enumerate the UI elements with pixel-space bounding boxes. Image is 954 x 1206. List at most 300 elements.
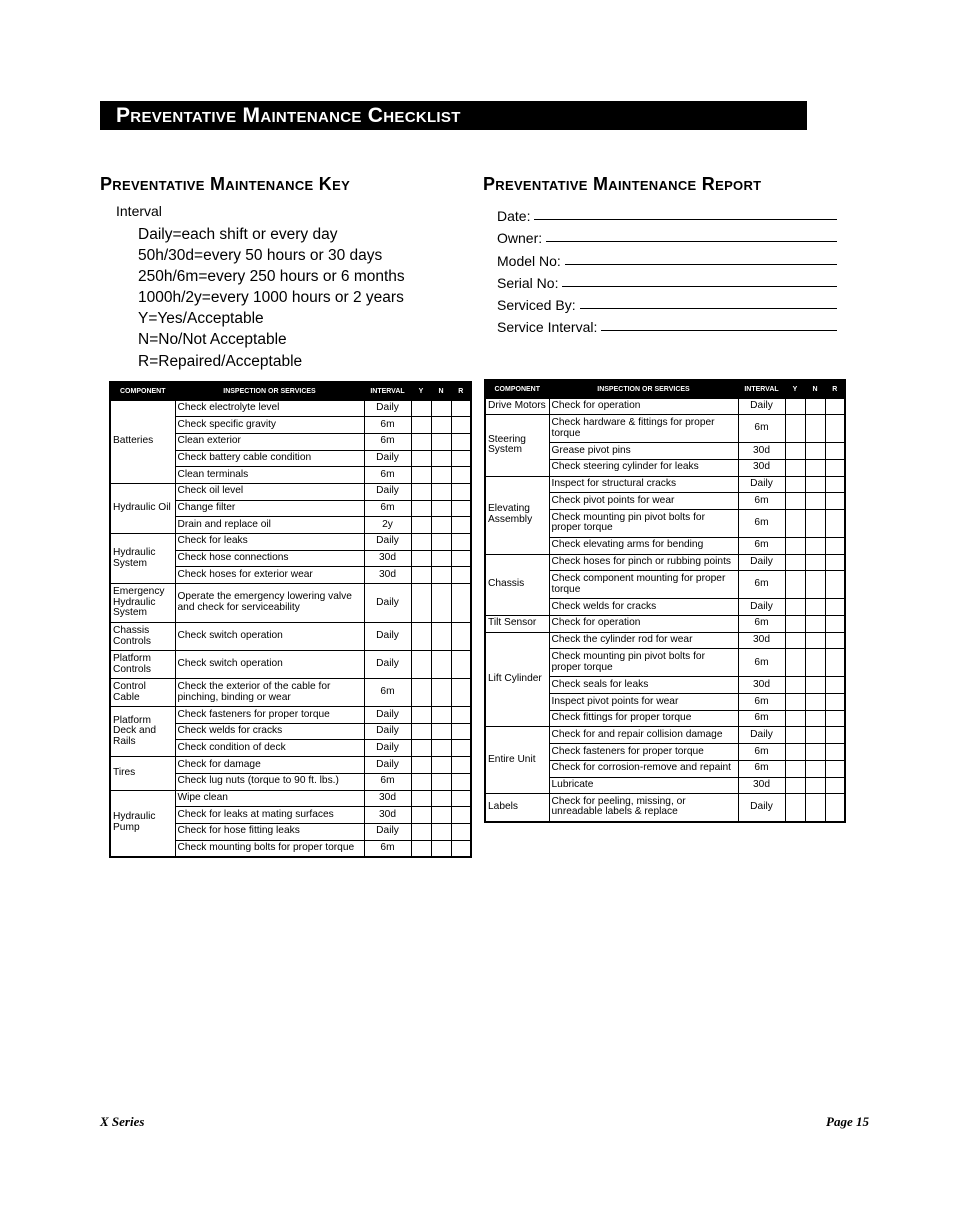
- component-cell: Emergency Hydraulic System: [110, 584, 175, 623]
- interval-cell: 6m: [364, 433, 411, 450]
- checkbox-n[interactable]: [431, 483, 451, 500]
- key-item: Daily=each shift or every day: [138, 226, 338, 243]
- inspection-cell: Check for leaks at mating surfaces: [175, 807, 364, 824]
- fill-line[interactable]: [534, 219, 837, 220]
- interval-cell: Daily: [364, 400, 411, 417]
- checkbox-r[interactable]: [825, 493, 845, 510]
- checkbox-y[interactable]: [785, 794, 805, 822]
- interval-cell: 30d: [738, 443, 785, 460]
- interval-cell: Daily: [738, 476, 785, 493]
- checkbox-n[interactable]: [431, 651, 451, 679]
- key-item: 250h/6m=every 250 hours or 6 months: [138, 268, 405, 286]
- checklist-table-left: [109, 381, 472, 858]
- inspection-cell: Check welds for cracks: [175, 723, 364, 740]
- inspection-cell: Check lug nuts (torque to 90 ft. lbs.): [175, 773, 364, 790]
- component-cell: Elevating Assembly: [485, 476, 549, 554]
- checkbox-n[interactable]: [805, 694, 825, 711]
- inspection-cell: Check for leaks: [175, 534, 364, 551]
- table-header-row: [110, 382, 471, 400]
- inspection-cell: Check welds for cracks: [549, 599, 738, 616]
- header-component: COMPONENT: [110, 382, 175, 400]
- checkbox-n[interactable]: [805, 415, 825, 443]
- key-item: N=No/Not Acceptable: [138, 331, 287, 349]
- interval-cell: 6m: [738, 649, 785, 677]
- component-cell: Hydraulic Oil: [110, 483, 175, 533]
- report-field-label: Model No:: [497, 252, 561, 269]
- component-cell: Lift Cylinder: [485, 632, 549, 727]
- inspection-cell: Change filter: [175, 500, 364, 517]
- checkbox-r[interactable]: [825, 509, 845, 537]
- checkbox-n[interactable]: [431, 417, 451, 434]
- table-row: [485, 415, 845, 443]
- inspection-cell: Operate the emergency lowering valve and check for serviceability: [175, 584, 364, 623]
- interval-cell: 6m: [738, 710, 785, 727]
- interval-label: Interval: [116, 203, 162, 219]
- checkbox-n[interactable]: [805, 649, 825, 677]
- checkbox-r[interactable]: [825, 443, 845, 460]
- header-component: COMPONENT: [485, 380, 549, 398]
- checkbox-y[interactable]: [411, 773, 431, 790]
- footer-series: X Series: [100, 1114, 145, 1129]
- checkbox-n[interactable]: [805, 616, 825, 633]
- checkbox-r[interactable]: [825, 649, 845, 677]
- checkbox-n[interactable]: [431, 679, 451, 707]
- checkbox-r[interactable]: [451, 534, 471, 551]
- inspection-cell: Check for peeling, missing, or unreadable labels & replace: [549, 794, 738, 822]
- checkbox-r[interactable]: [451, 740, 471, 757]
- checkbox-y[interactable]: [785, 415, 805, 443]
- checkbox-n[interactable]: [431, 584, 451, 623]
- inspection-cell: Check for damage: [175, 757, 364, 774]
- checkbox-r[interactable]: [825, 777, 845, 794]
- checkbox-y[interactable]: [411, 500, 431, 517]
- inspection-cell: Check component mounting for proper torque: [549, 571, 738, 599]
- checkbox-r[interactable]: [825, 632, 845, 649]
- inspection-cell: Check fasteners for proper torque: [175, 707, 364, 724]
- inspection-cell: Check condition of deck: [175, 740, 364, 757]
- table-row: [485, 476, 845, 493]
- checkbox-r[interactable]: [825, 694, 845, 711]
- interval-cell: 2y: [364, 517, 411, 534]
- checkbox-n[interactable]: [805, 677, 825, 694]
- interval-cell: Daily: [738, 794, 785, 822]
- checkbox-y[interactable]: [411, 623, 431, 651]
- table-body: [110, 400, 471, 857]
- key-list: [138, 224, 405, 372]
- table-row: [110, 651, 471, 679]
- checkbox-n[interactable]: [805, 760, 825, 777]
- interval-cell: Daily: [738, 554, 785, 571]
- checkbox-y[interactable]: [411, 584, 431, 623]
- checkbox-r[interactable]: [825, 459, 845, 476]
- checkbox-r[interactable]: [451, 450, 471, 467]
- inspection-cell: Check hardware & fittings for proper torque: [549, 415, 738, 443]
- checkbox-n[interactable]: [431, 433, 451, 450]
- checkbox-y[interactable]: [785, 744, 805, 761]
- checkbox-n[interactable]: [805, 744, 825, 761]
- header-interval: INTERVAL: [364, 382, 411, 400]
- checkbox-r[interactable]: [451, 823, 471, 840]
- checkbox-y[interactable]: [411, 550, 431, 567]
- checkbox-n[interactable]: [431, 757, 451, 774]
- checkbox-n[interactable]: [431, 450, 451, 467]
- checkbox-y[interactable]: [411, 707, 431, 724]
- interval-cell: 6m: [738, 571, 785, 599]
- component-cell: Tilt Sensor: [485, 616, 549, 633]
- inspection-cell: Check fittings for proper torque: [549, 710, 738, 727]
- checkbox-y[interactable]: [411, 483, 431, 500]
- interval-cell: Daily: [364, 757, 411, 774]
- interval-cell: 30d: [364, 790, 411, 807]
- checkbox-r[interactable]: [825, 599, 845, 616]
- checkbox-n[interactable]: [431, 567, 451, 584]
- header-n: N: [431, 382, 451, 400]
- checkbox-y[interactable]: [785, 509, 805, 537]
- header-inspection: INSPECTION OR SERVICES: [549, 380, 738, 398]
- checkbox-n[interactable]: [431, 550, 451, 567]
- key-heading: Preventative Maintenance Key: [100, 174, 351, 194]
- checkbox-r[interactable]: [451, 433, 471, 450]
- footer-page-number: Page 15: [826, 1114, 869, 1129]
- checkbox-n[interactable]: [431, 773, 451, 790]
- inspection-cell: Check seals for leaks: [549, 677, 738, 694]
- inspection-cell: Check the cylinder rod for wear: [549, 632, 738, 649]
- inspection-cell: Check hoses for pinch or rubbing points: [549, 554, 738, 571]
- checkbox-r[interactable]: [451, 467, 471, 484]
- report-field-label: Serviced By:: [497, 296, 576, 313]
- table-row: [485, 554, 845, 571]
- report-field-serviced-by[interactable]: [497, 291, 837, 313]
- inspection-cell: Drain and replace oil: [175, 517, 364, 534]
- checkbox-y[interactable]: [785, 571, 805, 599]
- checkbox-y[interactable]: [411, 467, 431, 484]
- table-row: [485, 727, 845, 744]
- table-header-row: [485, 380, 845, 398]
- inspection-cell: Check hose connections: [175, 550, 364, 567]
- inspection-cell: Wipe clean: [175, 790, 364, 807]
- checkbox-y[interactable]: [785, 599, 805, 616]
- checkbox-r[interactable]: [451, 623, 471, 651]
- checkbox-n[interactable]: [805, 443, 825, 460]
- inspection-cell: Clean terminals: [175, 467, 364, 484]
- checkbox-y[interactable]: [411, 723, 431, 740]
- checkbox-r[interactable]: [451, 757, 471, 774]
- checkbox-y[interactable]: [785, 537, 805, 554]
- report-heading: Preventative Maintenance Report: [483, 174, 762, 194]
- table-row: [485, 616, 845, 633]
- checkbox-n[interactable]: [431, 740, 451, 757]
- checkbox-r[interactable]: [451, 500, 471, 517]
- inspection-cell: Check fasteners for proper torque: [549, 744, 738, 761]
- checkbox-n[interactable]: [431, 707, 451, 724]
- checkbox-r[interactable]: [825, 476, 845, 493]
- inspection-cell: Check for operation: [549, 616, 738, 633]
- checkbox-y[interactable]: [411, 679, 431, 707]
- checkbox-r[interactable]: [825, 554, 845, 571]
- checkbox-n[interactable]: [805, 777, 825, 794]
- inspection-cell: Check for corrosion-remove and repaint: [549, 760, 738, 777]
- inspection-cell: Check electrolyte level: [175, 400, 364, 417]
- report-field-serial-no[interactable]: [497, 269, 837, 291]
- checkbox-n[interactable]: [431, 807, 451, 824]
- checkbox-n[interactable]: [431, 500, 451, 517]
- interval-cell: 30d: [364, 567, 411, 584]
- checkbox-n[interactable]: [431, 400, 451, 417]
- report-field-label: Date:: [497, 208, 531, 225]
- checkbox-n[interactable]: [431, 534, 451, 551]
- component-cell: Hydraulic System: [110, 534, 175, 584]
- interval-cell: 30d: [364, 550, 411, 567]
- inspection-cell: Check mounting bolts for proper torque: [175, 840, 364, 857]
- checkbox-y[interactable]: [411, 807, 431, 824]
- checkbox-y[interactable]: [785, 443, 805, 460]
- report-field-label: Serial No:: [497, 274, 559, 291]
- checkbox-r[interactable]: [825, 744, 845, 761]
- checkbox-r[interactable]: [825, 794, 845, 822]
- inspection-cell: Check for operation: [549, 398, 738, 415]
- header-r: R: [451, 382, 471, 400]
- inspection-cell: Check for hose fitting leaks: [175, 823, 364, 840]
- table-row: [110, 534, 471, 551]
- checkbox-y[interactable]: [785, 694, 805, 711]
- checkbox-r[interactable]: [825, 760, 845, 777]
- checkbox-n[interactable]: [805, 794, 825, 822]
- interval-cell: Daily: [364, 483, 411, 500]
- checkbox-r[interactable]: [451, 400, 471, 417]
- inspection-cell: Inspect pivot points for wear: [549, 694, 738, 711]
- checkbox-n[interactable]: [431, 790, 451, 807]
- component-cell: Hydraulic Pump: [110, 790, 175, 857]
- interval-cell: Daily: [364, 584, 411, 623]
- inspection-cell: Check oil level: [175, 483, 364, 500]
- checkbox-n[interactable]: [805, 459, 825, 476]
- interval-cell: Daily: [364, 623, 411, 651]
- checkbox-r[interactable]: [825, 616, 845, 633]
- checkbox-r[interactable]: [451, 679, 471, 707]
- checkbox-y[interactable]: [785, 777, 805, 794]
- interval-cell: Daily: [364, 823, 411, 840]
- checkbox-y[interactable]: [785, 493, 805, 510]
- interval-cell: 30d: [364, 807, 411, 824]
- fill-line[interactable]: [601, 330, 837, 331]
- checkbox-y[interactable]: [411, 840, 431, 857]
- checkbox-n[interactable]: [805, 554, 825, 571]
- inspection-cell: Clean exterior: [175, 433, 364, 450]
- checkbox-r[interactable]: [451, 723, 471, 740]
- checkbox-y[interactable]: [785, 459, 805, 476]
- checkbox-n[interactable]: [805, 476, 825, 493]
- inspection-cell: Check switch operation: [175, 651, 364, 679]
- checkbox-y[interactable]: [411, 567, 431, 584]
- checklist-table-right: [484, 379, 846, 823]
- inspection-cell: Check steering cylinder for leaks: [549, 459, 738, 476]
- inspection-cell: Check battery cable condition: [175, 450, 364, 467]
- component-cell: Control Cable: [110, 679, 175, 707]
- checkbox-n[interactable]: [805, 710, 825, 727]
- header-interval: INTERVAL: [738, 380, 785, 398]
- interval-cell: Daily: [364, 651, 411, 679]
- inspection-cell: Check elevating arms for bending: [549, 537, 738, 554]
- checkbox-r[interactable]: [451, 707, 471, 724]
- checkbox-y[interactable]: [411, 400, 431, 417]
- inspection-cell: Check mounting pin pivot bolts for proper torque: [549, 649, 738, 677]
- checkbox-r[interactable]: [825, 727, 845, 744]
- checkbox-n[interactable]: [431, 723, 451, 740]
- interval-cell: 6m: [738, 744, 785, 761]
- component-cell: Labels: [485, 794, 549, 822]
- interval-cell: 6m: [738, 509, 785, 537]
- report-field-date[interactable]: [497, 202, 837, 224]
- checkbox-y[interactable]: [411, 433, 431, 450]
- interval-cell: 30d: [738, 632, 785, 649]
- interval-cell: 6m: [364, 467, 411, 484]
- table-row: [110, 790, 471, 807]
- table-row: [110, 584, 471, 623]
- report-field-service-interval[interactable]: [497, 313, 837, 335]
- table-body: [485, 398, 845, 822]
- checkbox-y[interactable]: [411, 534, 431, 551]
- component-cell: Tires: [110, 757, 175, 790]
- checkbox-r[interactable]: [451, 790, 471, 807]
- checkbox-r[interactable]: [825, 415, 845, 443]
- interval-cell: Daily: [738, 398, 785, 415]
- component-cell: Chassis Controls: [110, 623, 175, 651]
- checkbox-r[interactable]: [451, 483, 471, 500]
- checkbox-y[interactable]: [785, 727, 805, 744]
- checkbox-y[interactable]: [785, 760, 805, 777]
- inspection-cell: Check specific gravity: [175, 417, 364, 434]
- table-row: [110, 623, 471, 651]
- table-row: [110, 483, 471, 500]
- checkbox-n[interactable]: [805, 571, 825, 599]
- interval-cell: Daily: [364, 723, 411, 740]
- checkbox-y[interactable]: [411, 417, 431, 434]
- interval-cell: 6m: [738, 694, 785, 711]
- report-fields: [497, 202, 837, 335]
- checkbox-r[interactable]: [451, 517, 471, 534]
- interval-cell: 6m: [738, 415, 785, 443]
- header-y: Y: [785, 380, 805, 398]
- checkbox-r[interactable]: [825, 677, 845, 694]
- report-field-label: Owner:: [497, 230, 543, 247]
- checkbox-y[interactable]: [411, 517, 431, 534]
- checkbox-n[interactable]: [805, 727, 825, 744]
- interval-cell: Daily: [364, 450, 411, 467]
- fill-line[interactable]: [546, 241, 837, 242]
- table-row: [110, 757, 471, 774]
- checkbox-r[interactable]: [451, 417, 471, 434]
- fill-line[interactable]: [580, 308, 837, 309]
- checkbox-n[interactable]: [431, 623, 451, 651]
- interval-cell: Daily: [364, 740, 411, 757]
- page-title: Preventative Maintenance Checklist: [100, 101, 807, 130]
- checkbox-r[interactable]: [825, 537, 845, 554]
- checkbox-y[interactable]: [411, 651, 431, 679]
- interval-cell: 6m: [364, 500, 411, 517]
- checkbox-r[interactable]: [451, 567, 471, 584]
- checkbox-r[interactable]: [451, 651, 471, 679]
- checkbox-y[interactable]: [411, 757, 431, 774]
- key-item: R=Repaired/Acceptable: [138, 352, 303, 370]
- fill-line[interactable]: [562, 286, 837, 287]
- report-field-owner[interactable]: [497, 224, 837, 246]
- interval-cell: 6m: [364, 840, 411, 857]
- checkbox-r[interactable]: [451, 807, 471, 824]
- inspection-cell: Check hoses for exterior wear: [175, 567, 364, 584]
- checkbox-r[interactable]: [825, 710, 845, 727]
- inspection-cell: Check the exterior of the cable for pinching, binding or wear: [175, 679, 364, 707]
- checkbox-n[interactable]: [805, 537, 825, 554]
- inspection-cell: Grease pivot pins: [549, 443, 738, 460]
- interval-cell: 30d: [738, 459, 785, 476]
- header-r: R: [825, 380, 845, 398]
- key-item: 50h/30d=every 50 hours or 30 days: [138, 247, 383, 265]
- checkbox-r[interactable]: [825, 571, 845, 599]
- component-cell: Chassis: [485, 554, 549, 615]
- fill-line[interactable]: [565, 264, 837, 265]
- checkbox-r[interactable]: [825, 398, 845, 415]
- checkbox-y[interactable]: [411, 450, 431, 467]
- checkbox-n[interactable]: [431, 823, 451, 840]
- component-cell: Drive Motors: [485, 398, 549, 415]
- checkbox-n[interactable]: [431, 517, 451, 534]
- checkbox-n[interactable]: [805, 599, 825, 616]
- report-field-label: Service Interval:: [497, 319, 598, 336]
- checkbox-y[interactable]: [785, 616, 805, 633]
- report-field-model-no[interactable]: [497, 246, 837, 268]
- checkbox-y[interactable]: [411, 740, 431, 757]
- checkbox-y[interactable]: [411, 790, 431, 807]
- interval-cell: 30d: [738, 777, 785, 794]
- checkbox-n[interactable]: [805, 509, 825, 537]
- checkbox-y[interactable]: [785, 398, 805, 415]
- inspection-cell: Check pivot points for wear: [549, 493, 738, 510]
- checkbox-n[interactable]: [431, 840, 451, 857]
- checkbox-y[interactable]: [785, 554, 805, 571]
- component-cell: Entire Unit: [485, 727, 549, 794]
- checkbox-r[interactable]: [451, 584, 471, 623]
- checkbox-y[interactable]: [411, 823, 431, 840]
- interval-cell: Daily: [364, 707, 411, 724]
- checkbox-r[interactable]: [451, 773, 471, 790]
- interval-cell: 6m: [738, 493, 785, 510]
- checkbox-n[interactable]: [805, 398, 825, 415]
- interval-cell: 6m: [364, 773, 411, 790]
- interval-cell: Daily: [738, 727, 785, 744]
- header-y: Y: [411, 382, 431, 400]
- checkbox-n[interactable]: [805, 632, 825, 649]
- table-row: [485, 398, 845, 415]
- component-cell: Steering System: [485, 415, 549, 476]
- interval-cell: 6m: [364, 679, 411, 707]
- checkbox-y[interactable]: [785, 710, 805, 727]
- component-cell: Batteries: [110, 400, 175, 483]
- checkbox-y[interactable]: [785, 649, 805, 677]
- inspection-cell: Check mounting pin pivot bolts for proper torque: [549, 509, 738, 537]
- header-n: N: [805, 380, 825, 398]
- component-cell: Platform Deck and Rails: [110, 707, 175, 757]
- inspection-cell: Check for and repair collision damage: [549, 727, 738, 744]
- checkbox-r[interactable]: [451, 840, 471, 857]
- checkbox-y[interactable]: [785, 476, 805, 493]
- interval-cell: Daily: [738, 599, 785, 616]
- checkbox-y[interactable]: [785, 632, 805, 649]
- checkbox-n[interactable]: [431, 467, 451, 484]
- interval-cell: Daily: [364, 534, 411, 551]
- checkbox-n[interactable]: [805, 493, 825, 510]
- checkbox-r[interactable]: [451, 550, 471, 567]
- checkbox-y[interactable]: [785, 677, 805, 694]
